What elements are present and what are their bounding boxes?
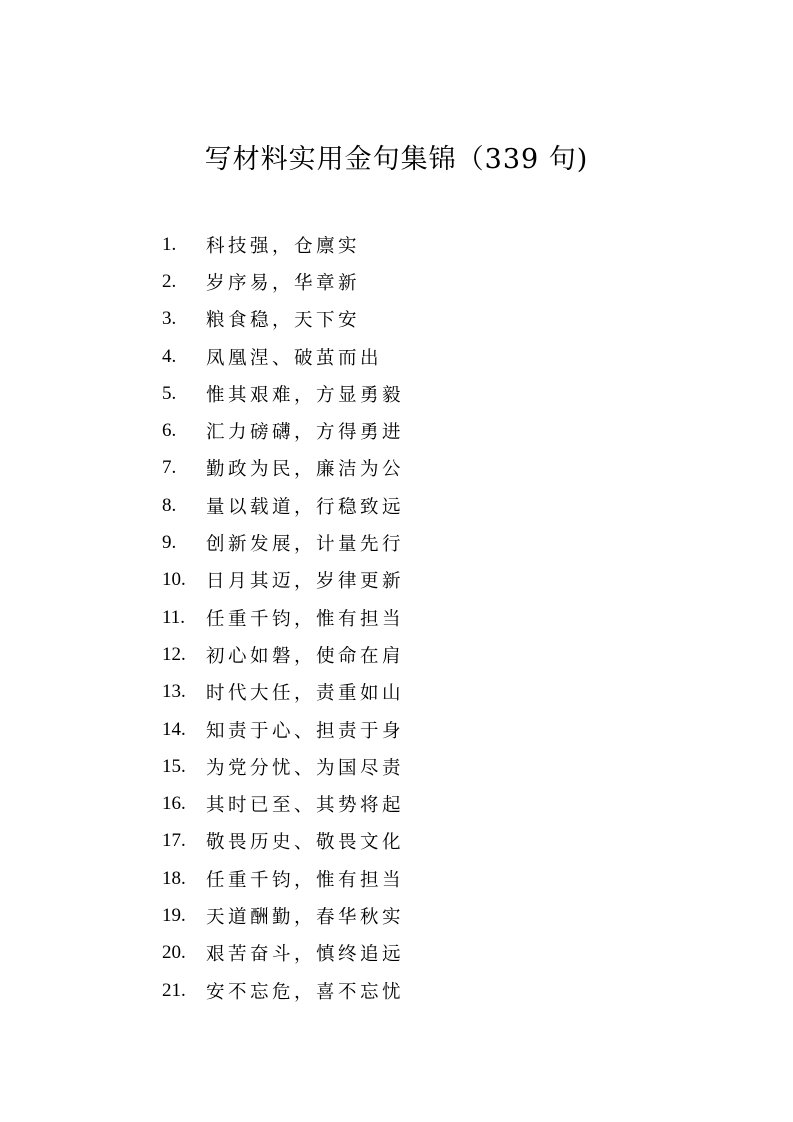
list-item-number: 11. — [162, 606, 186, 628]
list-item-text: 其时已至、其势将起 — [206, 795, 405, 817]
list-item-text: 天道酬勤，春华秋实 — [206, 906, 405, 928]
list-item-text: 粮食稳，天下安 — [206, 310, 361, 332]
document-title: 写材料实用金句集锦（339 句) — [204, 144, 589, 175]
list-item-number: 4. — [162, 345, 177, 367]
list-item-text: 任重千钧，惟有担当 — [206, 608, 405, 630]
list-item-number: 9. — [162, 532, 177, 554]
list-item-number: 13. — [162, 681, 186, 703]
list-item — [162, 972, 404, 1009]
list-item-text: 科技强，仓廪实 — [206, 235, 361, 257]
list-item-number: 8. — [162, 494, 177, 516]
list-item-number: 20. — [162, 942, 186, 964]
list-item-number: 6. — [162, 420, 177, 442]
list-item-number: 16. — [162, 793, 186, 815]
list-item-number: 12. — [162, 643, 186, 665]
list-item — [162, 748, 404, 785]
list-item — [162, 375, 404, 412]
list-item — [162, 524, 404, 561]
list-item — [162, 263, 404, 300]
quote-list — [162, 226, 404, 1009]
list-item-number: 14. — [162, 718, 186, 740]
list-item — [162, 338, 404, 375]
list-item — [162, 935, 404, 972]
list-item-text: 量以载道，行稳致远 — [206, 496, 405, 518]
list-item-text: 时代大任，责重如山 — [206, 683, 405, 705]
list-item-number: 1. — [162, 233, 177, 255]
list-item-text: 艰苦奋斗，慎终追远 — [206, 944, 405, 966]
list-item — [162, 674, 404, 711]
list-item-number: 10. — [162, 569, 186, 591]
list-item-text: 任重千钧，惟有担当 — [206, 869, 405, 891]
list-item-text: 敬畏历史、敬畏文化 — [206, 832, 405, 854]
list-item — [162, 823, 404, 860]
list-item — [162, 487, 404, 524]
list-item-text: 汇力磅礴，方得勇进 — [206, 422, 405, 444]
list-item-number: 18. — [162, 867, 186, 889]
list-item — [162, 711, 404, 748]
list-item-text: 创新发展，计量先行 — [206, 534, 405, 556]
list-item — [162, 226, 404, 263]
list-item — [162, 897, 404, 934]
list-item — [162, 599, 404, 636]
list-item-text: 日月其迈，岁律更新 — [206, 571, 405, 593]
list-item — [162, 785, 404, 822]
list-item — [162, 450, 404, 487]
list-item — [162, 301, 404, 338]
list-item — [162, 860, 404, 897]
list-item-number: 7. — [162, 457, 177, 479]
list-item-text: 安不忘危，喜不忘忧 — [206, 981, 405, 1003]
list-item-text: 凤凰涅、破茧而出 — [206, 347, 383, 369]
list-item-number: 5. — [162, 382, 177, 404]
list-item-text: 勤政为民，廉洁为公 — [206, 459, 405, 481]
list-item-text: 初心如磐，使命在肩 — [206, 645, 405, 667]
list-item-text: 为党分忧、为国尽责 — [206, 757, 405, 779]
list-item-number: 19. — [162, 904, 186, 926]
list-item — [162, 412, 404, 449]
list-item-number: 3. — [162, 308, 177, 330]
list-item — [162, 636, 404, 673]
list-item-number: 21. — [162, 979, 186, 1001]
list-item-text: 知责于心、担责于身 — [206, 720, 405, 742]
list-item-text: 惟其艰难，方显勇毅 — [206, 384, 405, 406]
list-item-number: 15. — [162, 755, 186, 777]
list-item — [162, 562, 404, 599]
list-item-number: 2. — [162, 270, 177, 292]
list-item-number: 17. — [162, 830, 186, 852]
list-item-text: 岁序易，华章新 — [206, 272, 361, 294]
